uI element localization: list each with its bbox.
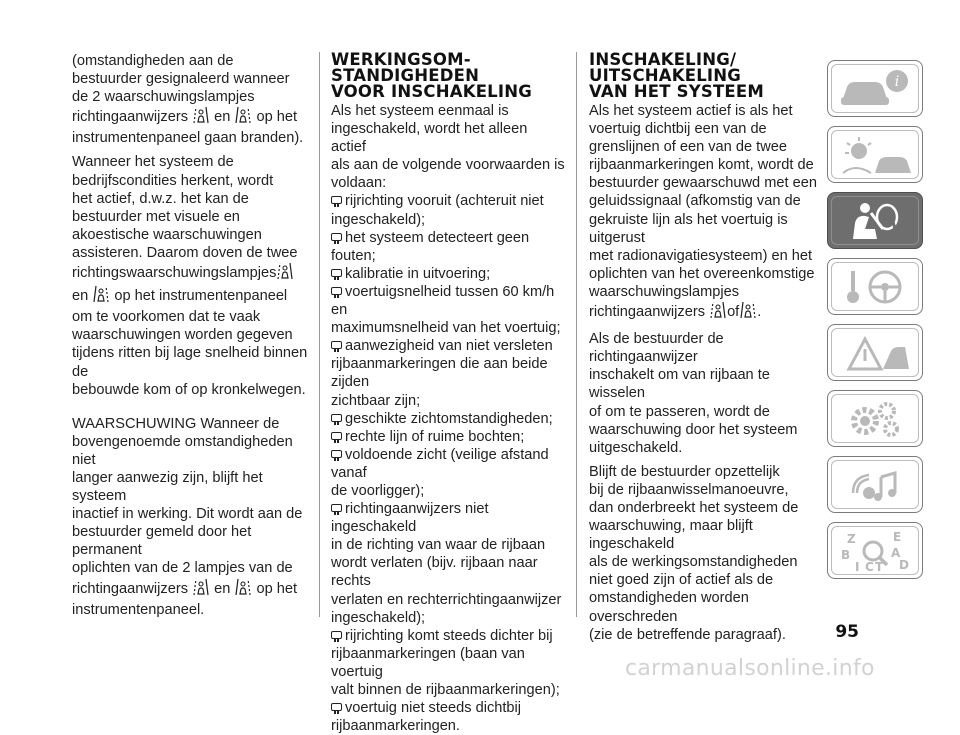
- heading-activation: INSCHAKELING/ UITSCHAKELING VAN HET SYSTEEM: [589, 50, 764, 101]
- index-letter: A: [891, 545, 901, 560]
- p2-rest: op het instrumentenpaneel om te voorkomen dat te vaak waarschuwingen worden gegeven tijdens ritten bij lage snelheid binnen de bebouwde kom of op kronkelwegen.: [72, 288, 308, 398]
- paragraph-1: [589, 102, 821, 324]
- condition-item: [331, 265, 566, 283]
- tab-car-info[interactable]: [827, 60, 923, 117]
- p3-end: instrumentenpaneel.: [72, 601, 205, 618]
- seat-airbag-icon: [835, 199, 915, 243]
- index-letter: E: [893, 529, 902, 544]
- key-steering-wheel-icon: [835, 265, 915, 309]
- heading-operating-conditions: WERKINGSOM- STANDIGHEDEN VOOR INSCHAKELING: [331, 50, 532, 101]
- conditions-list: [331, 192, 566, 735]
- p1-richting: richtingaanwijzers: [72, 109, 188, 126]
- p3-en: en: [214, 580, 231, 597]
- index-letter: D: [899, 557, 909, 572]
- column-divider: [319, 52, 320, 617]
- car-bullet-icon: [331, 703, 342, 711]
- p1-en: en: [214, 109, 231, 126]
- watermark-text: carmanualsonline.info: [625, 656, 875, 681]
- column-1: [72, 52, 317, 619]
- condition-text: voertuig niet steeds dichtbij rijbaanmarkeringen.: [331, 700, 522, 735]
- paragraph-2: Als de bestuurder de richtingaanwijzer inschakelt om van rijbaan te wisselen of om te passeren, wordt de waarschuwing door het systeem uitgeschakeld.: [589, 331, 798, 456]
- column-2: [331, 52, 566, 735]
- p1-richting: richtingaanwijzers: [589, 304, 705, 321]
- car-bullet-icon: [331, 504, 342, 512]
- index-letter: C: [865, 559, 874, 573]
- index-letter: T: [875, 559, 884, 573]
- p1-line-2: bestuurder gesignaleerd wanneer: [72, 71, 290, 88]
- tab-maintenance[interactable]: [827, 390, 923, 447]
- lane-right-warning-icon: [93, 285, 109, 308]
- car-info-icon: [835, 67, 915, 111]
- p2-en: en: [72, 288, 89, 305]
- condition-text: rijrichting komt steeds dichter bij rijbaanmarkeringen (baan van voertuig valt binnen de rijbaanmarkeringen);: [331, 627, 560, 698]
- car-bullet-icon: [331, 233, 342, 241]
- page-number: 95: [835, 622, 859, 642]
- condition-text: rechte lijn of ruime bochten;: [345, 428, 525, 445]
- condition-text: geschikte zichtomstandigheden;: [345, 410, 553, 427]
- condition-item: [331, 283, 566, 337]
- condition-item: [331, 428, 566, 446]
- dashboard-lights-icon: [835, 133, 915, 177]
- paragraph-3: [72, 415, 317, 619]
- gears-maintenance-icon: [835, 397, 915, 441]
- p1-text: Als het systeem actief is als het voertuig dichtbij een van de grenslijnen of een van de twee rijbaanmarkeringen komt, wordt de bestuurder gewaarschuwd met een geluidssignaal (afkomstig van de gekruiste lijn als het voertuig is uitgerust met radionavigatiesysteem) en het oplichten van het overeenkomstige waarschuwingslampjes: [589, 103, 817, 300]
- chapter-tabs: [827, 60, 923, 588]
- car-bullet-icon: [331, 414, 342, 422]
- car-bullet-icon: [331, 196, 342, 204]
- paragraph-3: Blijft de bestuurder opzettelijk bij de rijbaanwisselmanoeuvre, dan onderbreekt het systeem de waarschuwing, maar blijft ingeschakeld als de werkingsomstandigheden niet goed zijn of actief als de omstandigheden worden overschreden (zie de betreffende paragraaf).: [589, 463, 799, 643]
- index-letter: B: [841, 547, 851, 562]
- condition-text: kalibratie in uitvoering;: [345, 265, 491, 282]
- p3-text: WAARSCHUWING Wanneer de bovengenoemde omstandigheden niet langer aanwezig zijn, blijft het systeem inactief in werking. Dit wordt aan de bestuurder gemeld door het permanent oplichten van de 2 lampjes van de: [72, 415, 303, 577]
- index-letter: Z: [847, 531, 856, 546]
- p1-of: of: [727, 304, 740, 321]
- condition-text: voldoende zicht (veilige afstand vanaf de voorligger);: [331, 446, 549, 499]
- condition-item: [331, 699, 566, 735]
- car-bullet-icon: [331, 432, 342, 440]
- car-bullet-icon: [331, 269, 342, 277]
- car-bullet-icon: [331, 450, 342, 458]
- multimedia-icon: [835, 463, 915, 507]
- tab-index[interactable]: [827, 522, 923, 579]
- p1-end: .: [757, 304, 762, 321]
- p1-line-3: de 2 waarschuwingslampjes: [72, 89, 255, 106]
- p3-richting: richtingaanwijzers: [72, 580, 188, 597]
- car-bullet-icon: [331, 631, 342, 639]
- column-3: [589, 52, 821, 644]
- tab-starting-driving[interactable]: [827, 258, 923, 315]
- lane-left-warning-icon: [193, 106, 209, 129]
- condition-text: voertuigsnelheid tussen 60 km/h en maximumsnelheid van het voertuig;: [331, 283, 561, 337]
- condition-item: [331, 192, 566, 228]
- lane-left-warning-icon: [193, 578, 209, 601]
- condition-item: [331, 627, 566, 699]
- svg-text:i: i: [894, 73, 900, 90]
- condition-item: [331, 337, 566, 409]
- condition-item: [331, 500, 566, 627]
- p3-ophet: op het: [256, 580, 298, 597]
- condition-text: rijrichting vooruit (achteruit niet ingeschakeld);: [331, 193, 544, 228]
- tab-safety[interactable]: [827, 192, 923, 249]
- condition-item: [331, 229, 566, 265]
- car-bullet-icon: [331, 341, 342, 349]
- tab-emergency[interactable]: [827, 324, 923, 381]
- condition-item: [331, 410, 566, 428]
- lane-right-warning-icon: [235, 106, 251, 129]
- p1-end: instrumentenpaneel gaan branden).: [72, 130, 304, 147]
- intro-paragraph: Als het systeem eenmaal is ingeschakeld, wordt het alleen actief als aan de volgende voorwaarden is voldaan:: [331, 103, 565, 192]
- condition-text: het systeem detecteert geen fouten;: [331, 229, 530, 264]
- tab-multimedia[interactable]: [827, 456, 923, 513]
- condition-text: richtingaanwijzers niet ingeschakeld in de richting van waar de rijbaan wordt verlaten (bijv. rijbaan naar rechts verlaten en rechterrichtingaanwijzer ingeschakeld);: [331, 501, 562, 626]
- lane-right-warning-icon: [235, 578, 251, 601]
- index-search-icon: [835, 529, 915, 573]
- tab-dashboard-lights[interactable]: [827, 126, 923, 183]
- warning-triangle-icon: [835, 331, 915, 375]
- column-divider: [576, 52, 577, 617]
- paragraph-1: [72, 52, 317, 147]
- p1-line-1: (omstandigheden aan de: [72, 53, 234, 69]
- lane-right-warning-icon: [740, 301, 756, 324]
- condition-item: [331, 446, 566, 500]
- car-bullet-icon: [331, 287, 342, 295]
- paragraph-2: [72, 153, 317, 398]
- p2-text: Wanneer het systeem de bedrijfscondities herkent, wordt het actief, d.w.z. het kan de bestuurder met visuele en akoestische waarschuwingen assisteren. Daarom doven de twee richtingswaarschuwingslampjes: [72, 154, 298, 282]
- condition-text: aanwezigheid van niet versleten rijbaanmarkeringen die aan beide zijden zichtbaar zijn;: [331, 338, 553, 409]
- lane-left-warning-icon: [710, 301, 726, 324]
- lane-left-warning-icon: [277, 262, 293, 285]
- p1-ophet: op het: [256, 109, 298, 126]
- index-letter: I: [855, 559, 860, 573]
